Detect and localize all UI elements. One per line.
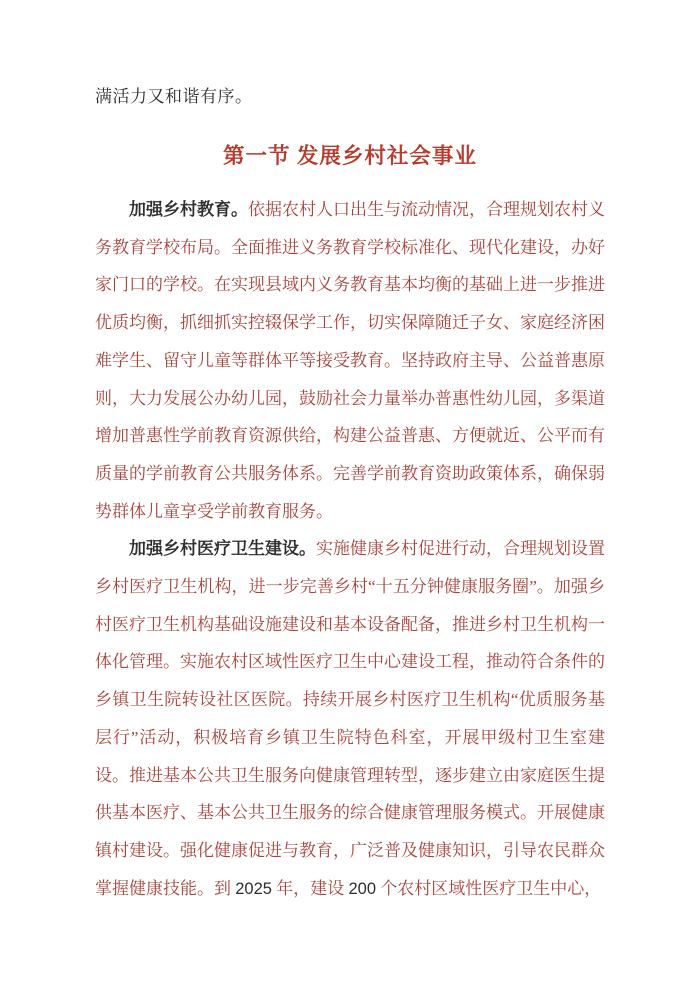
text-run-number: 2025 xyxy=(235,879,272,898)
paragraph-continuation-line: 满活力又和谐有序。 xyxy=(95,87,253,106)
text-run-emphasis: 依据农村人口出生与流动情况，合理规划农村义务教育学校布局。全面推进义务教育学校标准化、现代化建设，办好家门口的学校。在实现县域内义务教育基本均衡的基础上进一步推进优质均衡，抓细抓实控辍保学工作，切实保障随迁子女、家庭经济困难学生、留守儿童等群体平等接受教育。坚持政府主导、公益普惠原则，大力发展公办幼儿园，鼓励社会力量举办普惠性幼儿园，多渠道增加普惠性学前教育资源供给，构建公益普惠、方便就近、公平而有质量的学前教育公共服务体系。完善学前教育资助政策体系，确保弱势群体儿童享受学前教育服务。 xyxy=(95,200,605,521)
page-content xyxy=(95,78,605,908)
paragraph xyxy=(95,191,605,530)
text-run-emphasis: 实施健康乡村促进行动，合理规划设置乡村医疗卫生机构，进一步完善乡村“十五分钟健康服务圈”。加强乡村医疗卫生机构基础设施建设和基本设备配备，推进乡村卫生机构一体化管理。实施农村区域性医疗卫生中心建设工程，推动符合条件的乡镇卫生院转设社区医院。持续开展乡村医疗卫生机构“优质服务基层行”活动，积极培育乡镇卫生院特色科室，开展甲级村卫生室建设。推进基本公共卫生服务向健康管理转型，逐步建立由家庭医生提供基本医疗、基本公共卫生服务的综合健康管理服务模式。开展健康镇村建设。强化健康促进与教育，广泛普及健康知识，引导农民群众掌握健康技能。到 xyxy=(95,539,605,898)
text-run-lead: 加强乡村教育。 xyxy=(129,200,248,219)
text-run-emphasis: 个农村区域性医疗卫生中心， xyxy=(376,878,602,898)
text-run-lead: 加强乡村医疗卫生建设。 xyxy=(129,539,316,559)
paragraph xyxy=(95,530,605,908)
body-paragraphs xyxy=(95,191,605,908)
section-heading: 第一节 发展乡村社会事业 xyxy=(223,144,477,168)
text-run-emphasis: 年，建设 xyxy=(271,878,349,898)
text-run-number: 200 xyxy=(348,879,376,898)
